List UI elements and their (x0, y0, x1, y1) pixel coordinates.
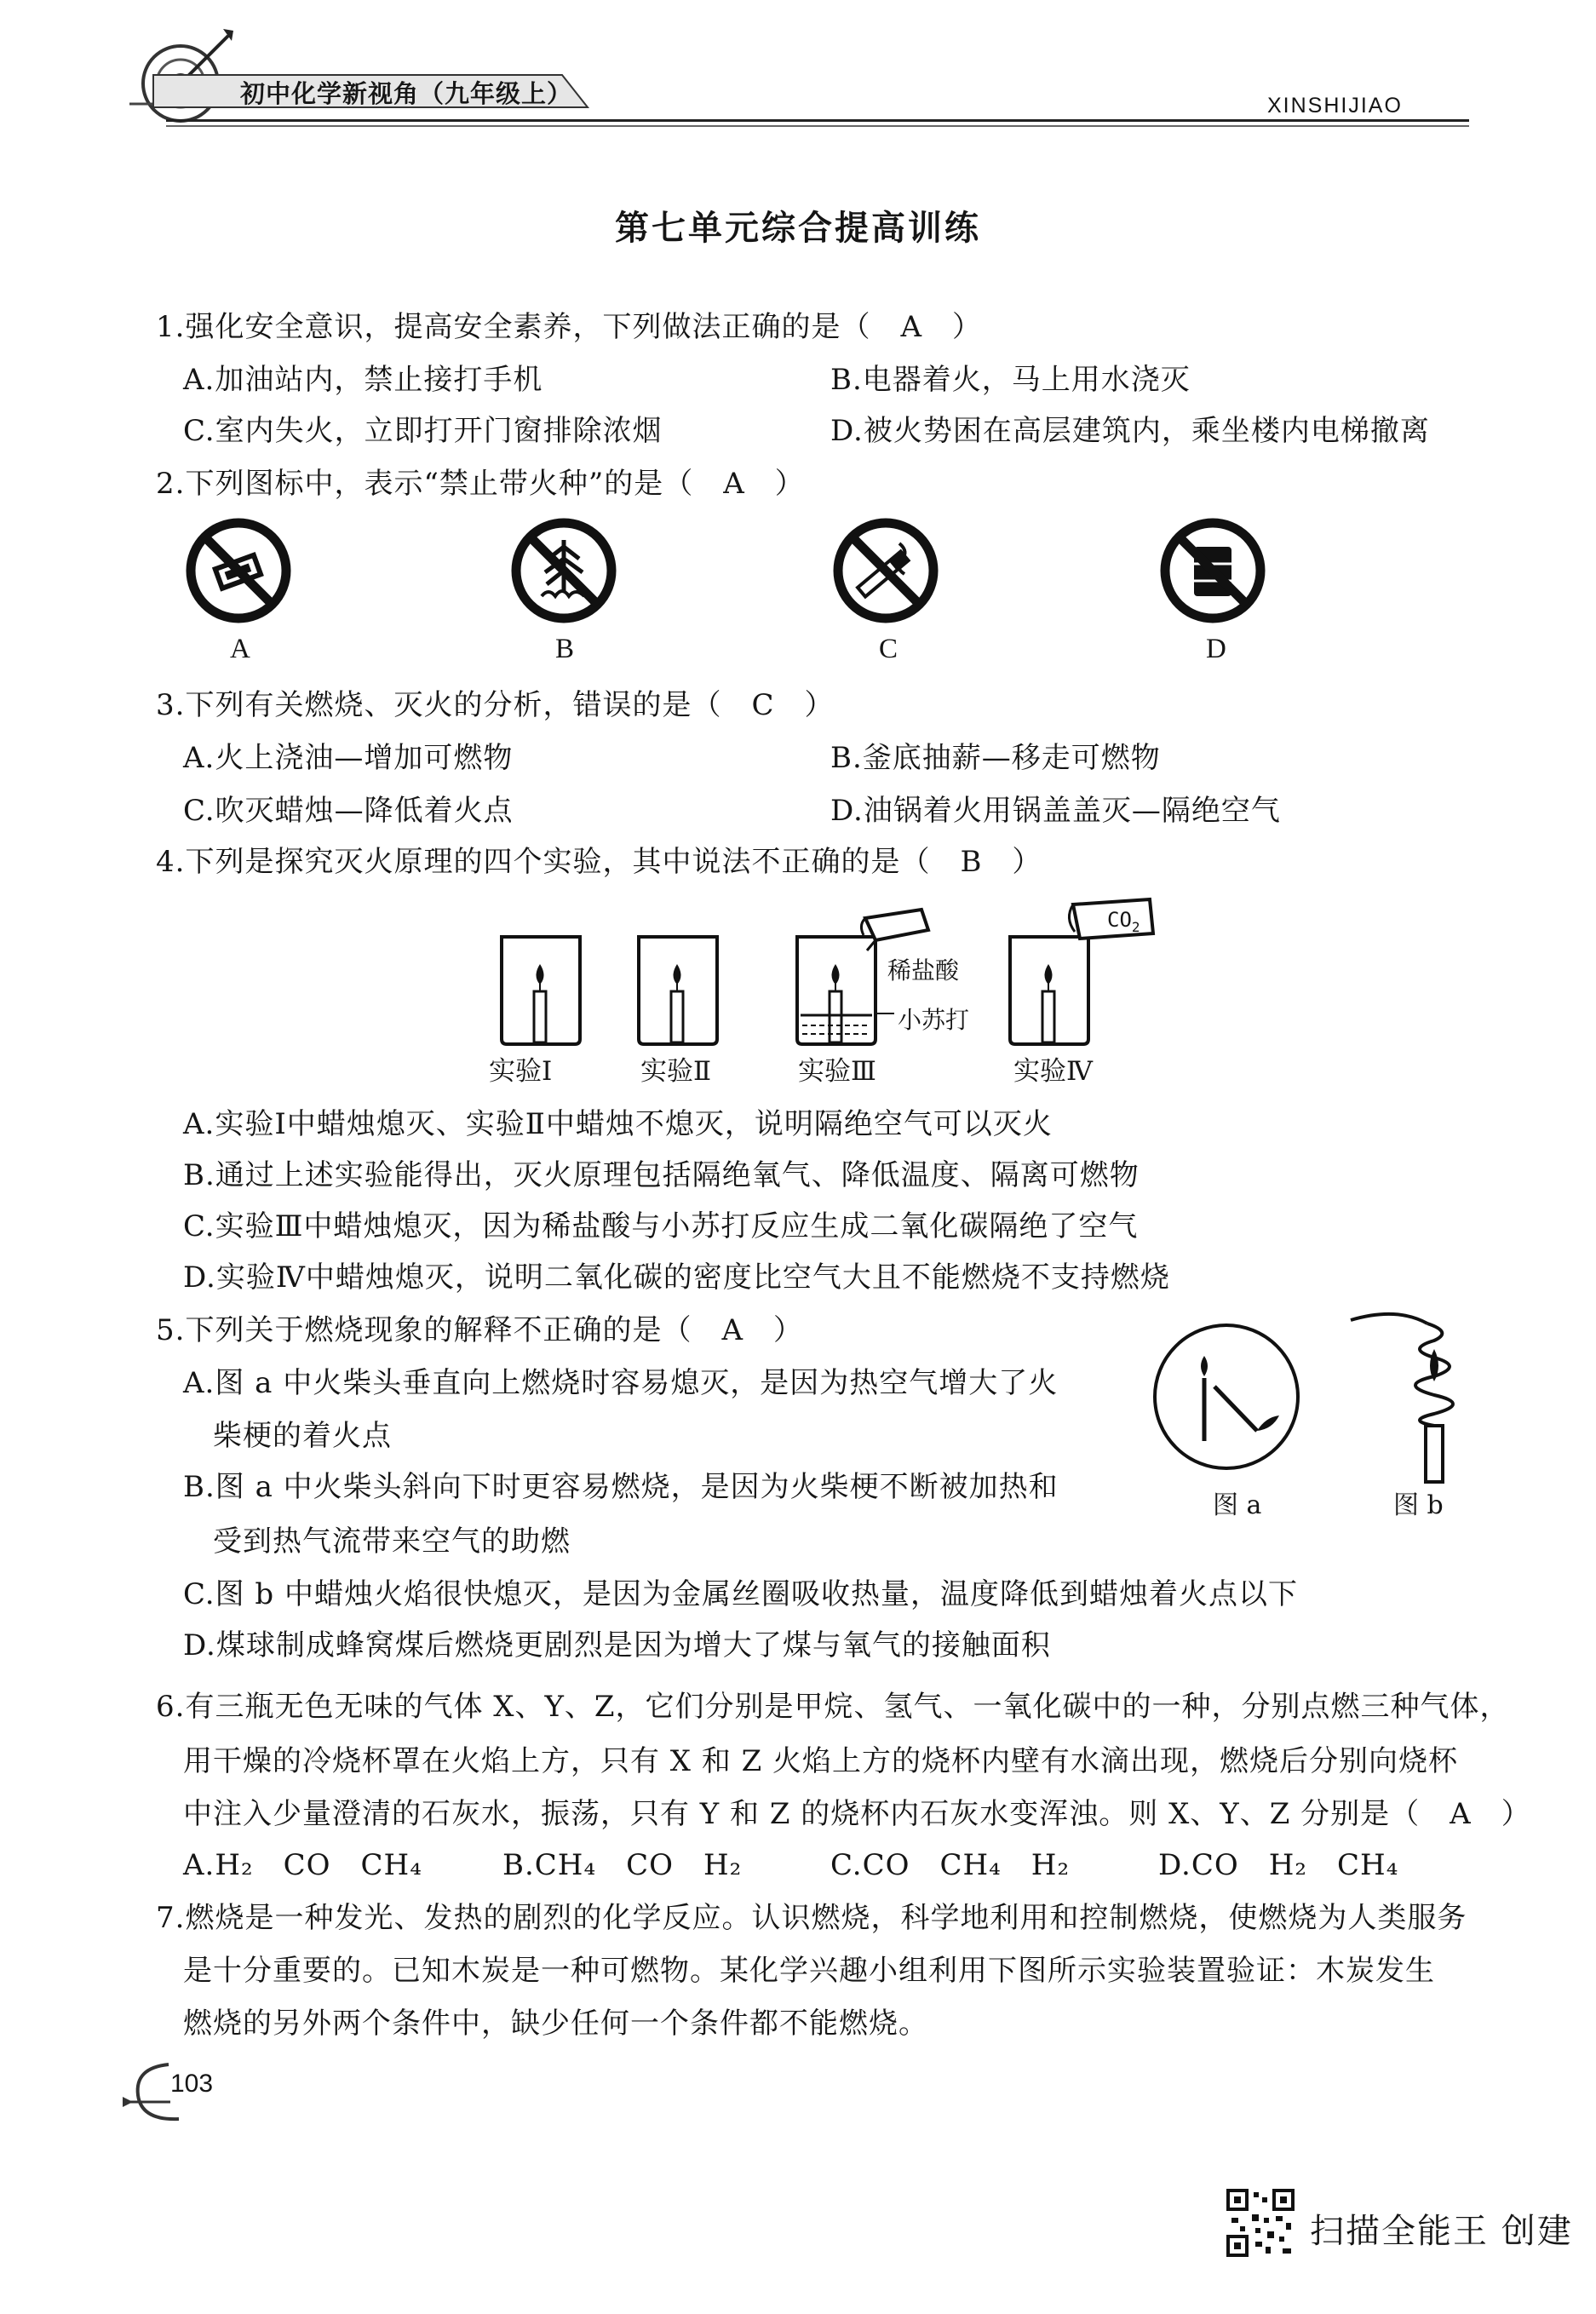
header-brand: XINSHIJIAO (1267, 94, 1403, 118)
co2-subscript: 2 (1131, 918, 1140, 935)
scanner-watermark: 扫描全能王 创建 (1310, 2212, 1573, 2251)
figure-b-candle-coil (1346, 1306, 1490, 1485)
q1-option-b: B.电器着火，马上用水浇灭 (830, 363, 1191, 397)
q3-option-a: A.火上浇油—增加可燃物 (183, 741, 514, 775)
page-number: 103 (170, 2070, 214, 2098)
sign-a-no-matches-icon (186, 518, 291, 623)
label-experiment-2: 实验Ⅱ (640, 1056, 712, 1087)
q7-line1: 7.燃烧是一种发光、发热的剧烈的化学反应。认识燃烧，科学地利用和控制燃烧，使燃烧为人类服务 (156, 1901, 1467, 1935)
q4-option-d: D.实验Ⅳ中蜡烛熄灭，说明二氧化碳的密度比空气大且不能燃烧不支持燃烧 (183, 1260, 1170, 1295)
q4-option-b: B.通过上述实验能得出，灭火原理包括隔绝氧气、降低温度、隔离可燃物 (183, 1158, 1140, 1192)
q6-line1: 6.有三瓶无色无味的气体 X、Y、Z，它们分别是甲烷、氢气、一氧化碳中的一种，分别点燃三种气体， (156, 1690, 1510, 1724)
q5-option-a-line1: A.图 a 中火柴头垂直向上燃烧时容易熄灭，是因为热空气增大了火 (183, 1366, 1059, 1400)
q1-stem: 1.强化安全意识，提高安全素养，下列做法正确的是（ A ） (156, 310, 982, 344)
q6-line2: 用干燥的冷烧杯罩在火焰上方，只有 X 和 Z 火焰上方的烧杯内壁有水滴出现，燃烧后分别向烧杯 (183, 1744, 1459, 1778)
qr-code-icon (1226, 2189, 1295, 2257)
q4-option-a: A.实验Ⅰ中蜡烛熄灭、实验Ⅱ中蜡烛不熄灭，说明隔绝空气可以灭火 (183, 1107, 1053, 1141)
q4-option-c: C.实验Ⅲ中蜡烛熄灭，因为稀盐酸与小苏打反应生成二氧化碳隔绝了空气 (183, 1209, 1139, 1243)
q6-option-c: C.CO CH₄ H₂ (830, 1848, 1071, 1882)
q4-stem: 4.下列是探究灭火原理的四个实验，其中说法不正确的是（ B ） (156, 845, 1042, 879)
q6-option-b: B.CH₄ CO H₂ (502, 1848, 743, 1882)
figure-b-label: 图 b (1393, 1490, 1444, 1520)
label-baking-soda: 小苏打 (898, 1006, 970, 1034)
label-dilute-acid: 稀盐酸 (887, 956, 960, 985)
q2-label-b: B (555, 634, 575, 664)
header-book-title: 初中化学新视角（九年级上） (240, 79, 573, 108)
beaker-experiment-4 (1007, 893, 1177, 1046)
q5-option-d: D.煤球制成蜂窝煤后燃烧更剧烈是因为增大了煤与氧气的接触面积 (183, 1628, 1051, 1662)
q1-option-a: A.加油站内，禁止接打手机 (183, 363, 543, 397)
figure-a-label: 图 a (1213, 1490, 1262, 1520)
q6-line3: 中注入少量澄清的石灰水，振荡，只有 Y 和 Z 的烧杯内石灰水变浑浊。则 X、Y、Z 分别是（ A ） (183, 1797, 1531, 1831)
q3-option-d: D.油锅着火用锅盖盖灭—隔绝空气 (830, 794, 1281, 828)
q2-label-a: A (230, 634, 250, 664)
sign-d-no-oil-drum-icon (1160, 518, 1266, 623)
sign-b-no-burning-icon (511, 518, 617, 623)
q7-line2: 是十分重要的。已知木炭是一种可燃物。某化学兴趣小组利用下图所示实验装置验证：木炭发生 (183, 1954, 1435, 1988)
q6-option-d: D.CO H₂ CH₄ (1158, 1848, 1399, 1882)
q7-line3: 燃烧的另外两个条件中，缺少任何一个条件都不能燃烧。 (183, 2007, 928, 2041)
q3-option-b: B.釜底抽薪—移走可燃物 (830, 741, 1161, 775)
beaker-experiment-1 (498, 935, 583, 1046)
label-co2-gas (1107, 908, 1140, 935)
label-experiment-1: 实验Ⅰ (489, 1056, 553, 1087)
beaker-experiment-2 (635, 935, 720, 1046)
q2-stem: 2.下列图标中，表示“禁止带火种”的是（ A ） (156, 467, 805, 501)
q1-option-d: D.被火势困在高层建筑内，乘坐楼内电梯撤离 (830, 414, 1430, 448)
q5-option-c: C.图 b 中蜡烛火焰很快熄灭，是因为金属丝圈吸收热量，温度降低到蜡烛着火点以下 (183, 1577, 1298, 1611)
sign-c-no-smoking-icon (833, 518, 939, 623)
page-title: 第七单元综合提高训练 (615, 209, 981, 248)
co2-main: CO (1107, 908, 1132, 932)
header-rule (166, 119, 1469, 122)
q3-option-c: C.吹灭蜡烛—降低着火点 (183, 794, 514, 828)
q2-label-d: D (1206, 634, 1226, 664)
figure-a-matches (1151, 1322, 1301, 1472)
header-rule-thin (166, 125, 1469, 127)
q5-option-a-line2: 柴梗的着火点 (213, 1419, 392, 1453)
q2-label-c: C (879, 634, 898, 664)
label-experiment-3: 实验Ⅲ (798, 1056, 876, 1087)
label-experiment-4: 实验Ⅳ (1013, 1056, 1093, 1087)
q5-stem: 5.下列关于燃烧现象的解释不正确的是（ A ） (156, 1313, 803, 1347)
q5-option-b-line1: B.图 a 中火柴头斜向下时更容易燃烧，是因为火柴梗不断被加热和 (183, 1470, 1059, 1504)
q5-option-b-line2: 受到热气流带来空气的助燃 (213, 1524, 571, 1559)
q1-option-c: C.室内失火，立即打开门窗排除浓烟 (183, 414, 663, 448)
q6-option-a: A.H₂ CO CH₄ (183, 1848, 422, 1882)
q3-stem: 3.下列有关燃烧、灭火的分析，错误的是（ C ） (156, 688, 835, 722)
